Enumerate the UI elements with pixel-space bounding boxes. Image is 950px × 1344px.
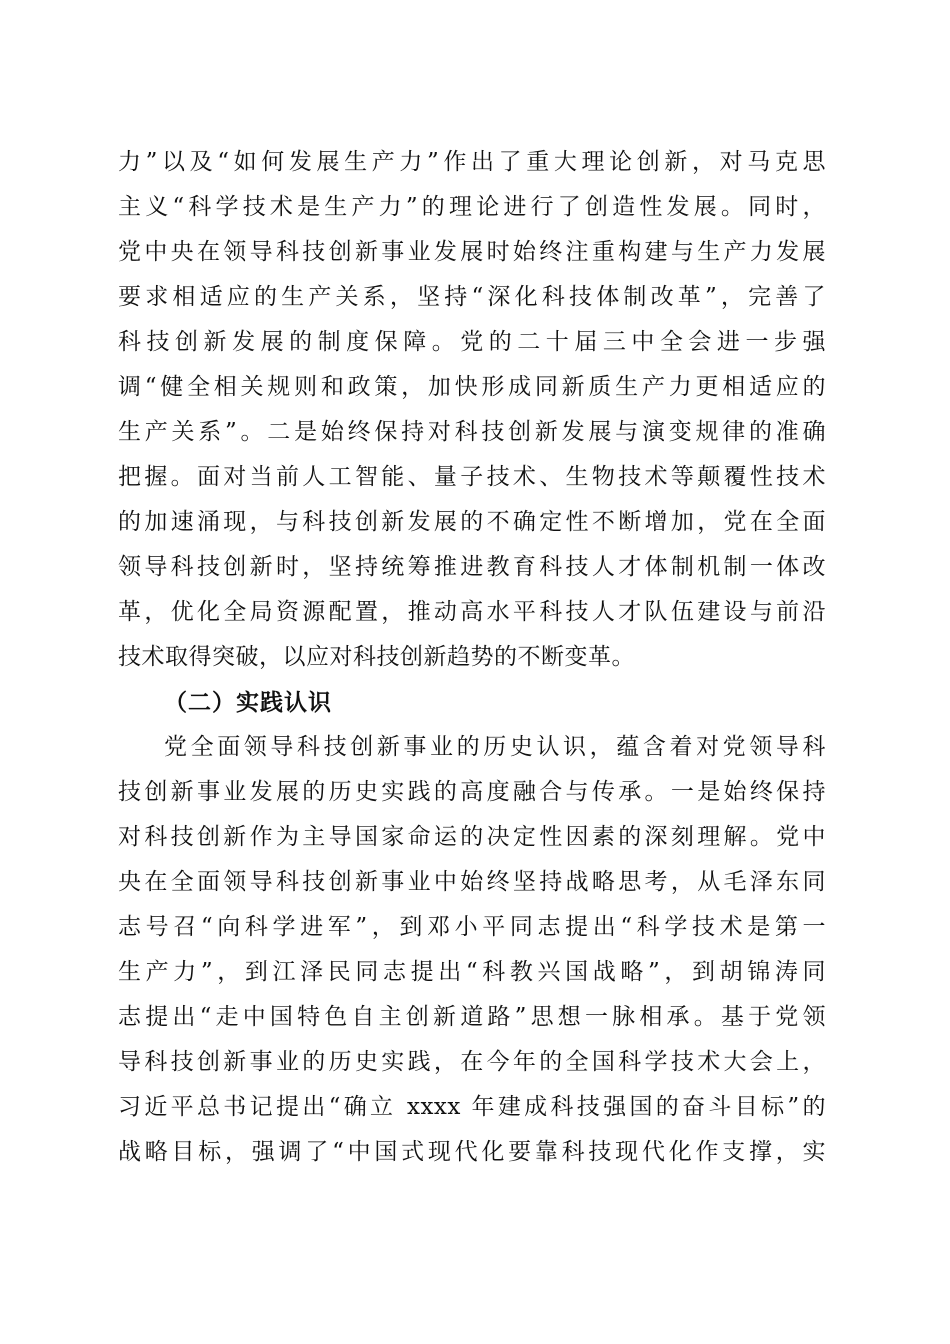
text-line: 习近平总书记提出“确立 xxxx 年建成科技强国的奋斗目标”的 <box>118 1094 826 1120</box>
text-line: 生产关系”。二是始终保持对科技创新发展与演变规律的准确 <box>118 419 826 445</box>
section-heading-block <box>118 680 826 725</box>
text-line: 党中央在领导科技创新事业发展时始终注重构建与生产力发展 <box>118 239 826 265</box>
text-line: 的加速涌现，与科技创新发展的不确定性不断增加，党在全面 <box>118 509 826 535</box>
text-line: 主义“科学技术是生产力”的理论进行了创造性发展。同时， <box>118 194 826 220</box>
text-line: 对科技创新作为主导国家命运的决定性因素的深刻理解。党中 <box>118 824 826 850</box>
text-line: 把握。面对当前人工智能、量子技术、生物技术等颠覆性技术 <box>118 464 826 490</box>
text-line: 生产力”，到江泽民同志提出“科教兴国战略”，到胡锦涛同 <box>118 959 826 985</box>
text-line: 革，优化全局资源配置，推动高水平科技人才队伍建设与前沿 <box>118 599 826 625</box>
text-line: 技创新事业发展的历史实践的高度融合与传承。一是始终保持 <box>118 779 826 805</box>
text-line: 技术取得突破，以应对科技创新趋势的不断变革。 <box>118 644 635 670</box>
text-line: 科技创新发展的制度保障。党的二十届三中全会进一步强 <box>118 329 826 355</box>
text-line: 调“健全相关规则和政策，加快形成同新质生产力更相适应的 <box>118 374 826 400</box>
text-line: 要求相适应的生产关系，坚持“深化科技体制改革”，完善了 <box>118 284 826 310</box>
section-heading: （二）实践认识 <box>164 689 332 716</box>
text-line: 志号召“向科学进军”，到邓小平同志提出“科学技术是第一 <box>118 914 826 940</box>
text-line: 党全面领导科技创新事业的历史认识，蕴含着对党领导科 <box>164 734 826 760</box>
text-line: 导科技创新事业的历史实践，在今年的全国科学技术大会上， <box>118 1049 826 1075</box>
text-line: 领导科技创新时，坚持统筹推进教育科技人才体制机制一体改 <box>118 554 826 580</box>
paragraph-1 <box>118 140 826 680</box>
text-line: 战略目标，强调了“中国式现代化要靠科技现代化作支撑，实 <box>118 1139 826 1165</box>
text-line: 志提出“走中国特色自主创新道路”思想一脉相承。基于党领 <box>118 1004 826 1030</box>
text-line: 央在全面领导科技创新事业中始终坚持战略思考，从毛泽东同 <box>118 869 826 895</box>
paragraph-2 <box>118 725 826 1175</box>
text-line: 力”以及“如何发展生产力”作出了重大理论创新，对马克思 <box>118 149 826 175</box>
